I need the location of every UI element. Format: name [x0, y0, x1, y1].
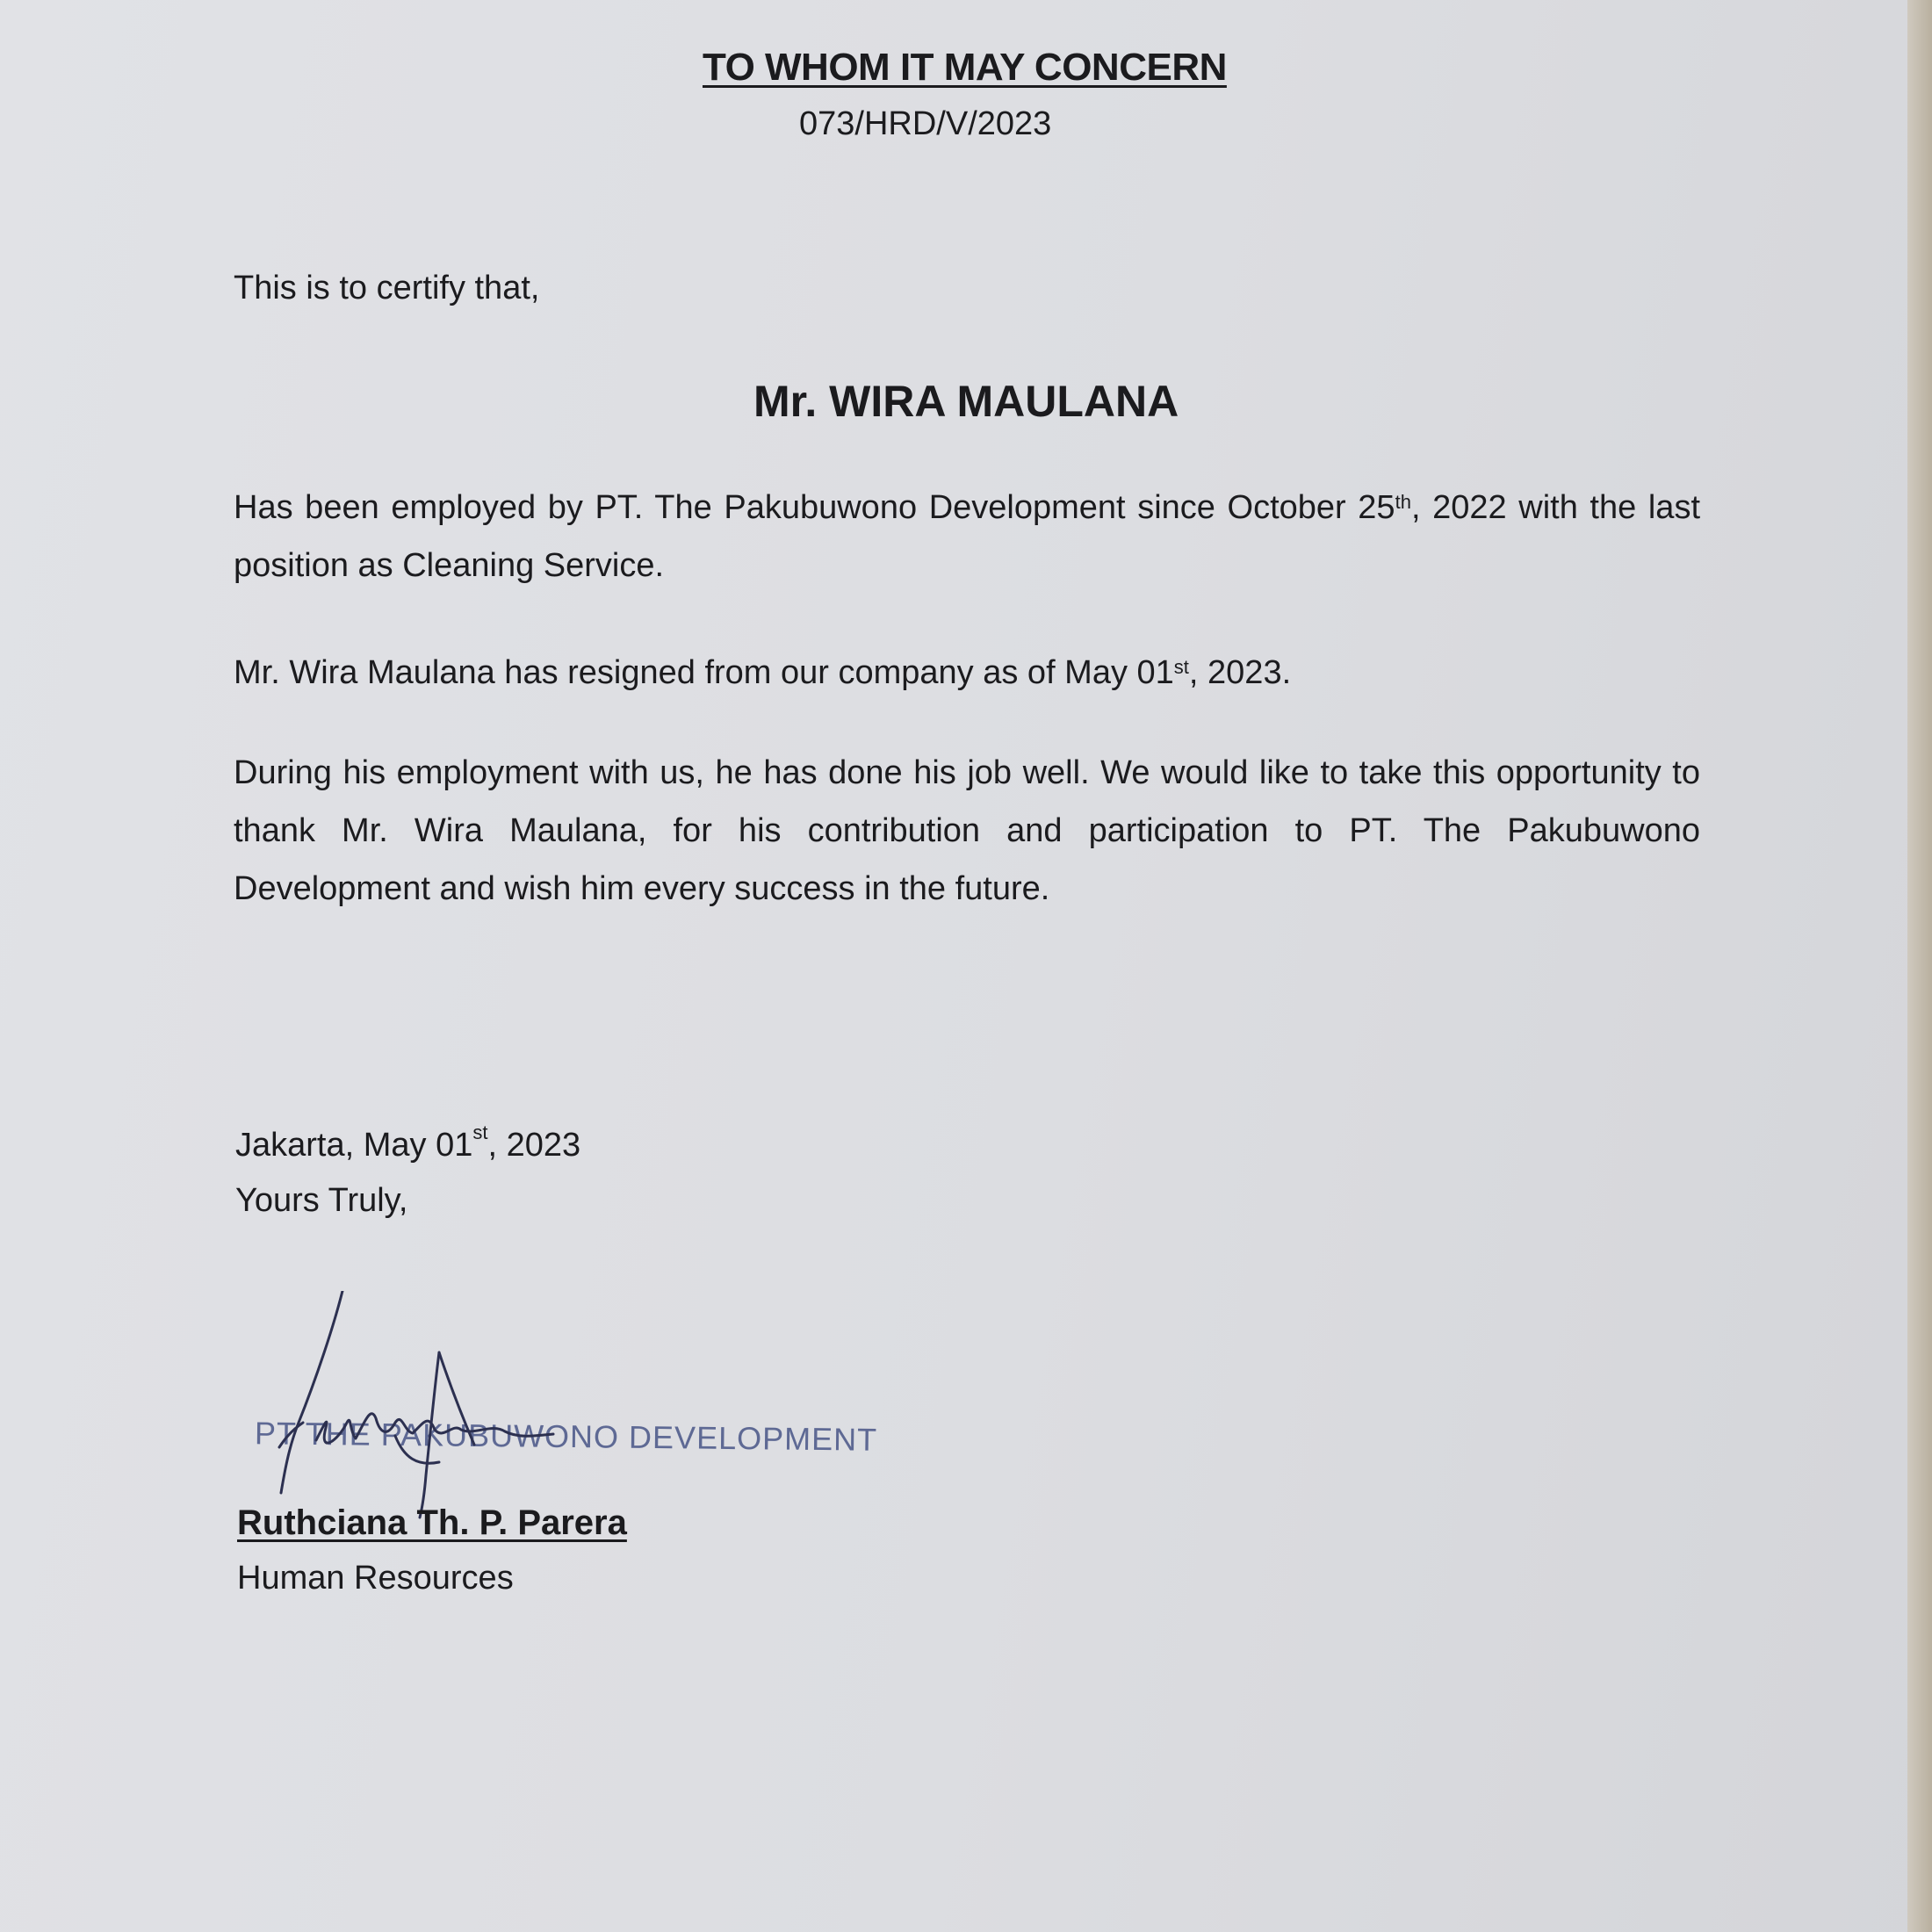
page-edge-shadow [1907, 0, 1932, 1932]
ordinal-suffix: th [1395, 491, 1411, 513]
appreciation-paragraph: During his employment with us, he has done his job well. We would like to take this opportunity to thank Mr. Wira Maulana, for his contribution and participation to PT. The Pakubuwono Development and wish him every success in the future. [234, 754, 1700, 907]
resignation-paragraph [234, 644, 1700, 702]
place-and-date [235, 1121, 581, 1164]
resignation-text-start: Mr. Wira Maulana has resigned from our company as of May 01 [234, 654, 1174, 691]
employment-text-start: Has been employed by PT. The Pakubuwono Development since October 25 [234, 489, 1395, 526]
intro-line: This is to certify that, [234, 270, 540, 306]
ordinal-suffix: st [1173, 656, 1189, 678]
signatory-name: Ruthciana Th. P. Parera [237, 1503, 627, 1542]
employment-paragraph [234, 479, 1700, 595]
signatory-position: Human Resources [237, 1560, 514, 1597]
letter-title: TO WHOM IT MAY CONCERN [703, 46, 1227, 89]
resignation-text-end: , 2023. [1188, 654, 1292, 691]
ordinal-suffix: st [472, 1121, 488, 1143]
handwritten-signature [263, 1291, 580, 1519]
place-date-end: , 2023 [487, 1127, 581, 1164]
company-stamp: PT THE PAKUBUWONO DEVELOPMENT [254, 1415, 878, 1458]
employee-name: Mr. WIRA MAULANA [753, 377, 1179, 426]
employment-text-end: , 2022 with the last position as Cleaning Service. [234, 489, 1701, 584]
place-date-start: Jakarta, May 01 [235, 1127, 473, 1164]
closing-line: Yours Truly, [235, 1182, 408, 1219]
reference-number: 073/HRD/V/2023 [799, 105, 1052, 142]
